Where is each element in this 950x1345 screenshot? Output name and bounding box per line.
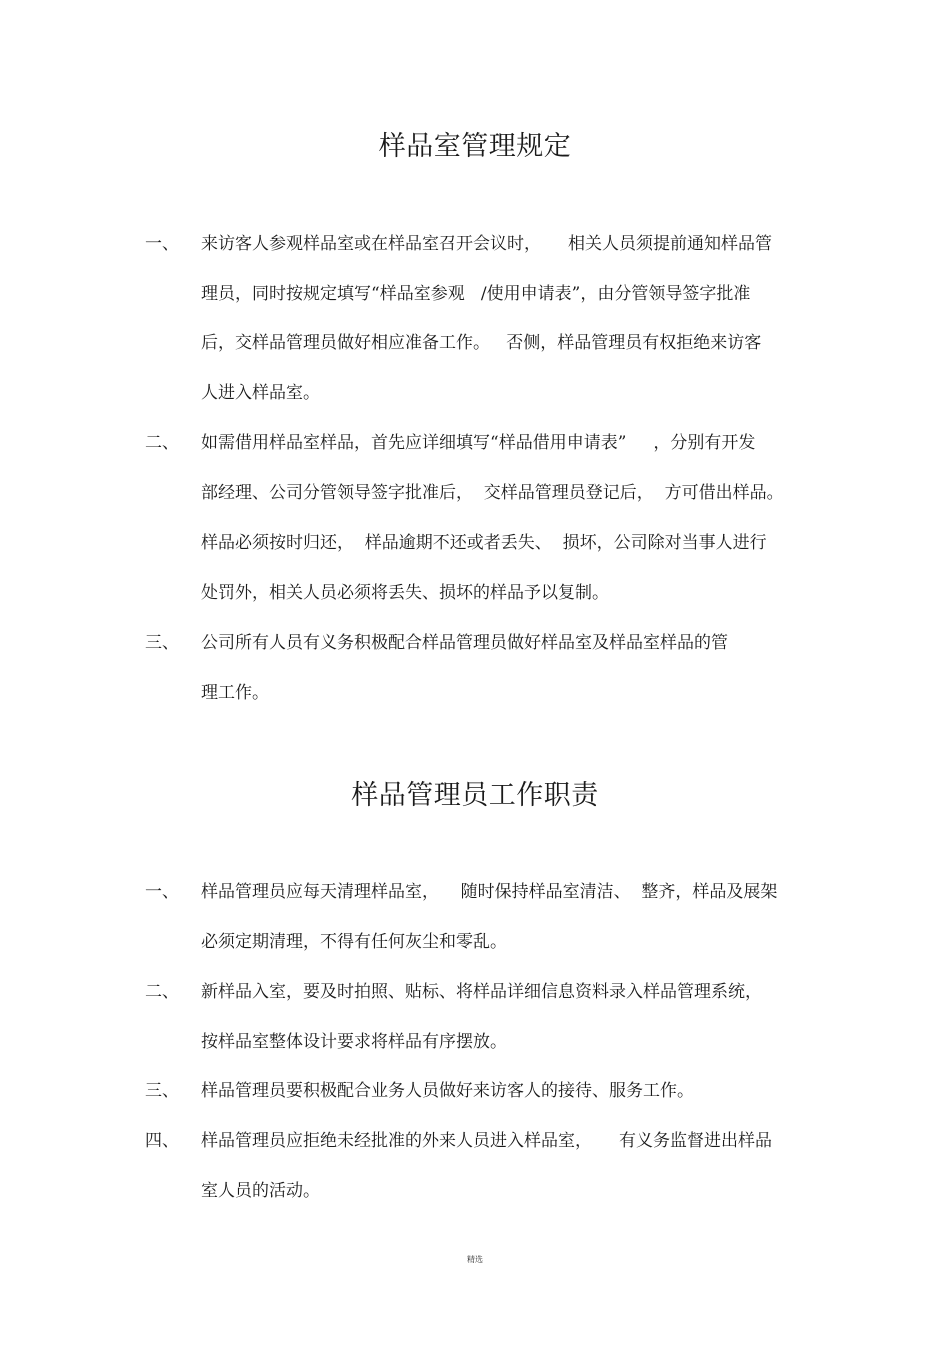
section-2-item-4-number: 四、 <box>145 1131 179 1151</box>
section-1-item-3-number: 三、 <box>145 633 179 653</box>
section-1-item-2-line-1: 如需借用样品室样品，首先应详细填写“样品借用申请表” ，分别有开发 <box>201 433 756 453</box>
section-1-item-2-number: 二、 <box>145 433 179 453</box>
section-1-item-1-line-4: 人进入样品室。 <box>201 383 320 403</box>
section-2-item-2-line-1: 新样品入室，要及时拍照、贴标、将样品详细信息资料录入样品管理系统， <box>201 982 762 1002</box>
section-1-item-1-number: 一、 <box>145 234 179 254</box>
section-1-item-3-line-2: 理工作。 <box>201 683 269 703</box>
section-2-item-4-line-2: 室人员的活动。 <box>201 1181 320 1201</box>
section-1-item-2-line-2: 部经理、公司分管领导签字批准后， 交样品管理员登记后， 方可借出样品。 <box>201 483 784 503</box>
section-2-item-3-line-1: 样品管理员要积极配合业务人员做好来访客人的接待、服务工作。 <box>201 1081 694 1101</box>
section-1-item-2-line-4: 处罚外，相关人员必须将丢失、损坏的样品予以复制。 <box>201 583 609 603</box>
section-2-item-1-line-2: 必须定期清理，不得有任何灰尘和零乱。 <box>201 932 507 952</box>
section-2-item-2-line-2: 按样品室整体设计要求将样品有序摆放。 <box>201 1032 507 1052</box>
section-1-item-1-line-1: 来访客人参观样品室或在样品室召开会议时， 相关人员须提前通知样品管 <box>201 234 773 254</box>
section-2-item-1-line-1: 样品管理员应每天清理样品室， 随时保持样品室清洁、 整齐，样品及展架 <box>201 882 778 902</box>
section-1-item-3-line-1: 公司所有人员有义务积极配合样品管理员做好样品室及样品室样品的管 <box>201 633 728 653</box>
section-2-item-3-number: 三、 <box>145 1081 179 1101</box>
section-1-item-1-line-3: 后，交样品管理员做好相应准备工作。 否侧，样品管理员有权拒绝来访客 <box>201 333 762 353</box>
section-2-item-2-number: 二、 <box>145 982 179 1002</box>
section-1-item-2-line-3: 样品必须按时归还， 样品逾期不还或者丢失、 损坏，公司除对当事人进行 <box>201 533 767 553</box>
section-2-item-4-line-1: 样品管理员应拒绝未经批准的外来人员进入样品室， 有义务监督进出样品 <box>201 1131 773 1151</box>
section-2-item-1-number: 一、 <box>145 882 179 902</box>
section-1-title: 样品室管理规定 <box>378 131 572 162</box>
section-2-title: 样品管理员工作职责 <box>351 780 599 811</box>
footer-label: 精选 <box>467 1255 483 1264</box>
section-1-item-1-line-2: 理员，同时按规定填写“样品室参观 /使用申请表”，由分管领导签字批准 <box>201 284 751 304</box>
